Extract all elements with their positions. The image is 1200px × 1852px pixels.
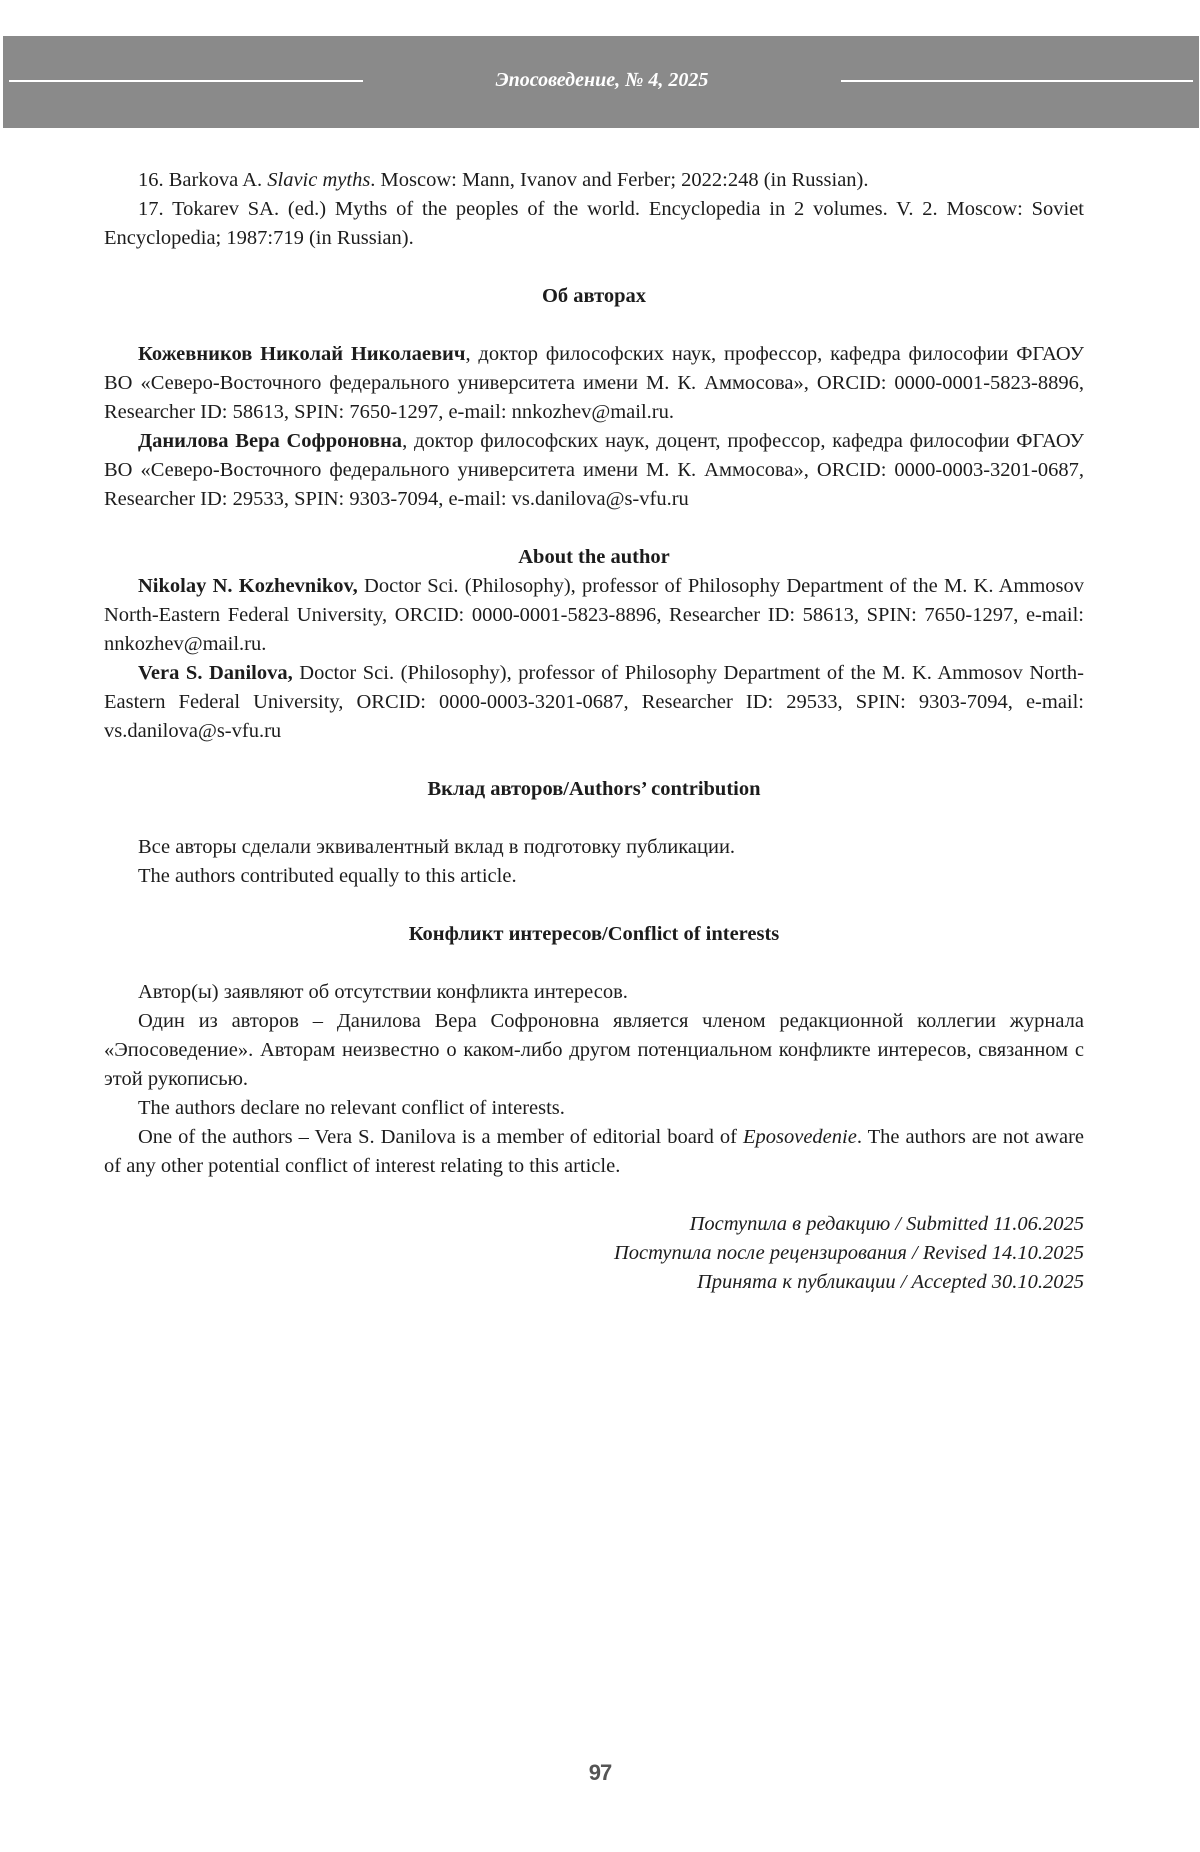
contribution-en: The authors contributed equally to this article. xyxy=(138,865,517,887)
contribution-ru: Все авторы сделали эквивалентный вклад в подготовку публикации. xyxy=(138,836,736,858)
reference-16-tail: . Moscow: Mann, Ivanov and Ferber; 2022:248 (in Russian). xyxy=(370,169,869,191)
author-ru-1 xyxy=(104,340,1084,427)
journal-title: Эпосоведение, № 4, 2025 xyxy=(495,69,709,91)
reference-16-text: 16. Barkova A. xyxy=(138,169,268,191)
conflict-p4 xyxy=(104,1123,1084,1181)
date-submitted: Поступила в редакцию / Submitted 11.06.2025 xyxy=(689,1213,1084,1235)
date-revised: Поступила после рецензирования / Revised 14.10.2025 xyxy=(613,1242,1084,1264)
author-en-1 xyxy=(104,572,1084,659)
page-content xyxy=(104,166,1084,1297)
author-en-2 xyxy=(104,659,1084,746)
running-header xyxy=(3,36,1199,128)
author-en-2-info: Doctor Sci. (Philosophy), professor of Philosophy Department of the M. K. Ammosov North-Eastern Federal University, ORCID: 0000-0003-3201-0687, Researcher ID: 29533, SPIN: 9303-7094, e-mail: vs.danilova@s-vfu.ru xyxy=(104,662,1084,742)
reference-16-title: Slavic myths xyxy=(267,169,371,191)
authors-en-heading: About the author xyxy=(518,546,670,568)
conflict-p2: Один из авторов – Данилова Вера Софроновна является членом редакционной коллегии журнала «Эпосоведение». Авторам неизвестно о каком-либо другом потенциальном конфликте интересов, связанном с этой рукописью. xyxy=(104,1010,1084,1090)
authors-ru-heading: Об авторах xyxy=(541,285,647,307)
page-number: 97 xyxy=(588,1760,612,1785)
conflict-p3: The authors declare no relevant conflict of interests. xyxy=(138,1097,565,1119)
date-accepted: Принята к публикации / Accepted 30.10.2025 xyxy=(697,1271,1084,1293)
author-en-1-name: Nikolay N. Kozhevnikov, xyxy=(138,575,358,597)
conflict-heading: Конфликт интересов/Conflict of interests xyxy=(408,923,780,945)
author-ru-1-info: , доктор философских наук, профессор, кафедра философии ФГАОУ ВО «Северо-Восточного федерального университета имени М. К. Аммосова», ORCID: 0000-0001-5823-8896, Researcher ID: 58613, SPIN: 7650-1297, e-mail: nnkozhev@mail.ru. xyxy=(104,343,1084,423)
author-en-1-info: Doctor Sci. (Philosophy), professor of Philosophy Department of the M. K. Ammosov North-Eastern Federal University, ORCID: 0000-0001-5823-8896, Researcher ID: 58613, SPIN: 7650-1297, e-mail: nnkozhev@mail.ru. xyxy=(104,575,1085,655)
contribution-heading: Вклад авторов/Authors’ contribution xyxy=(427,778,761,800)
author-ru-2-info: , доктор философских наук, доцент, профессор, кафедра философии ФГАОУ ВО «Северо-Восточного федерального университета имени М. К. Аммосова», ORCID: 0000-0003-3201-0687, Researcher ID: 29533, SPIN: 9303-7094, e-mail: vs.danilova@s-vfu.ru xyxy=(104,430,1084,510)
reference-17: 17. Tokarev SA. (ed.) Myths of the peoples of the world. Encyclopedia in 2 volumes. V. 2. Moscow: Soviet Encyclopedia; 1987:719 (in Russian). xyxy=(104,198,1084,249)
article-dates xyxy=(104,1210,1084,1297)
author-ru-2-name: Данилова Вера Софроновна xyxy=(138,430,403,452)
header-rule-left xyxy=(9,80,363,82)
conflict-p4-tail: . The authors are not aware of any other potential conflict of interest relating to this article. xyxy=(104,1126,1084,1177)
author-en-2-name: Vera S. Danilova, xyxy=(138,662,293,684)
journal-name: Eposovedenie xyxy=(742,1126,857,1148)
header-rule-right xyxy=(841,80,1193,82)
author-ru-1-name: Кожевников Николай Николаевич xyxy=(138,343,466,365)
conflict-p4-text: One of the authors – Vera S. Danilova is a member of editorial board of xyxy=(138,1126,743,1148)
reference-16 xyxy=(104,166,1084,195)
conflict-p1: Автор(ы) заявляют об отсутствии конфликта интересов. xyxy=(138,981,628,1003)
author-ru-2 xyxy=(104,427,1084,514)
